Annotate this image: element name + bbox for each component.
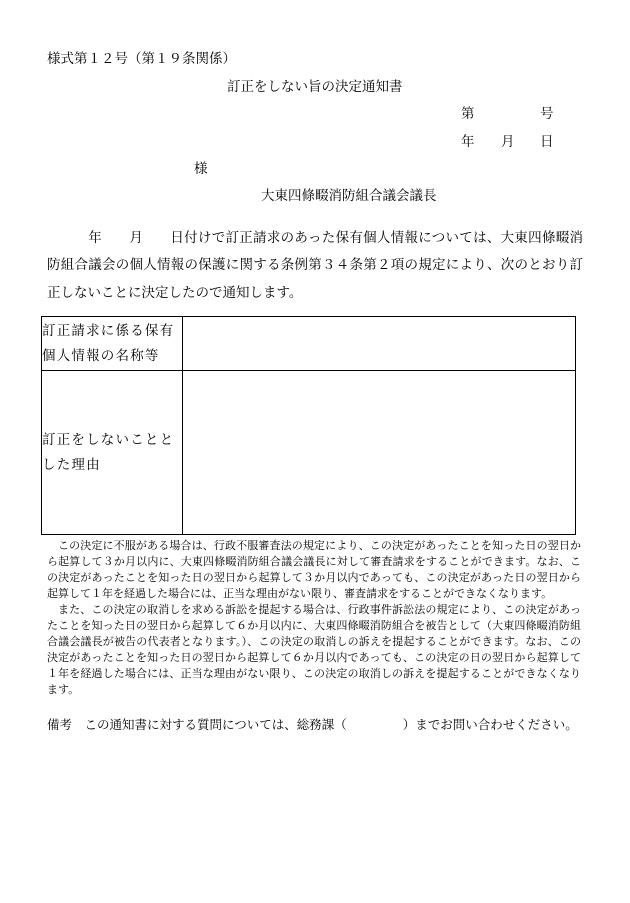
note-paragraph: また、この決定の取消しを求める訴訟を提起する場合は、行政事件訴訟法の規定により、この決定があったことを知った日の翌日から起算して６か月以内に、大東四條畷消防組合を被告として（大東四條畷消防組合議会議長が被告の代表者となります。）、この決定の取消しの訴えを提起することができます。なお、この決定があったことを知った日の翌日から起算して６か月以内であっても、この決定の日の翌日から起算して１年を経過した場合には、正当な理由がない限り、この決定の取消しの訴えを提起することができなくなります。 — [47, 603, 581, 696]
note-paragraph: この決定に不服がある場合は、行政不服審査法の規定により、この決定があったことを知った日の翌日から起算して３か月以内に、大東四條畷消防組合議会議長に対して審査請求をすることができます。なお、この決定があったことを知った日の翌日から起算して３か月以内であっても、この決定があった日の翌日から起算して１年を経過した場合には、正当な理由がない限り、審査請求をすることができなくなります。 — [47, 539, 581, 600]
table-label-line: した理由 — [42, 456, 101, 473]
date-month-label: 月 — [501, 134, 515, 150]
date-day-label: 日 — [540, 134, 554, 150]
notes-section — [47, 538, 581, 698]
body-month-label: 月 — [129, 230, 144, 246]
date-year-label: 年 — [461, 134, 475, 150]
form-number: 様式第１２号（第１９条関係） — [47, 51, 236, 67]
table-row — [42, 371, 576, 535]
info-table — [41, 316, 576, 535]
table-value-cell[interactable] — [183, 317, 576, 371]
body-text: 日付けで訂正請求のあった保有個人情報については、大東四條畷消防組合議会の個人情報の保護に関する条例第３４条第２項の規定により、次のとおり訂正しないことに決定したので通知します。 — [47, 230, 584, 301]
table-label-line: 訂正をしないことと — [42, 431, 175, 448]
table-value-cell[interactable] — [183, 371, 576, 535]
table-label-line: 訂正請求に係る保有 — [42, 322, 175, 339]
doc-number-suffix: 号 — [540, 106, 554, 122]
body-paragraph — [47, 225, 583, 307]
table-label-line: 個人情報の名称等 — [42, 347, 160, 364]
table-label-cell — [42, 317, 183, 371]
issuer-name: 大東四條畷消防組合議会議長 — [261, 188, 437, 204]
document-title: 訂正をしない旨の決定通知書 — [227, 79, 403, 95]
remark-text-before: この通知書に対する質問については、総務課（ — [84, 717, 347, 732]
table-row — [42, 317, 576, 371]
remark-label: 備考 — [47, 717, 73, 732]
body-year-label: 年 — [88, 230, 103, 246]
remark-line — [47, 715, 578, 733]
doc-number-prefix: 第 — [461, 106, 475, 122]
addressee-suffix: 様 — [194, 161, 208, 177]
remark-text-after: ）までお問い合わせください。 — [402, 717, 578, 732]
table-label-cell — [42, 371, 183, 535]
